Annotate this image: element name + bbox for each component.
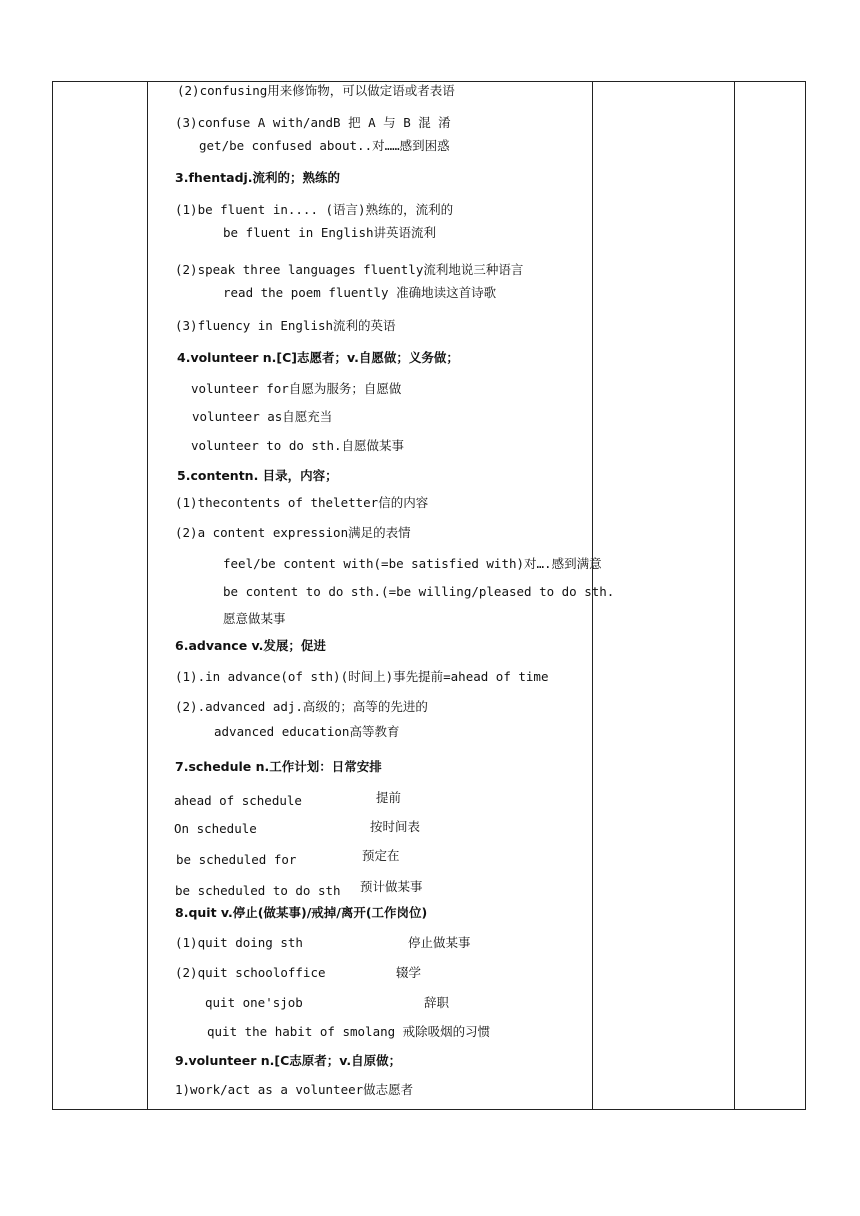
section-heading: 9.volunteer n.[C志原者；v.自原做； [175,1053,402,1068]
term-meaning: 停止做某事 [408,935,471,950]
term: ahead of schedule [174,793,302,808]
text-line: volunteer as自愿充当 [192,409,333,424]
text-line: get/be confused about..对……感到困惑 [199,138,450,153]
text-line: (3)fluency in English流利的英语 [175,318,396,333]
section-heading: 6.advance v.发展；促进 [175,638,326,653]
text-line: (2)a content expression满足的表情 [175,525,411,540]
text-line: be fluent in English讲英语流利 [223,225,437,240]
section-heading: 4.volunteer n.[C]志愿者；v.自愿做；义务做； [177,350,459,365]
text-line: volunteer to do sth.自愿做某事 [191,438,405,453]
column-divider-3 [734,82,735,1109]
text-line: read the poem fluently 准确地读这首诗歌 [223,285,497,300]
text-line: advanced education高等教育 [214,724,400,739]
term: (2)quit schooloffice [175,965,326,980]
section-heading: 3.fhentadj.流利的；熟练的 [175,170,341,185]
section-heading: 8.quit v.停止(做某事)/戒掉/离开(工作岗位) [175,905,428,920]
text-line: (2)confusing用来修饰物，可以做定语或者表语 [177,83,455,98]
term: be scheduled for [176,852,297,867]
term-meaning: 提前 [376,790,402,805]
term: be scheduled to do sth [175,883,341,898]
term-meaning: 按时间表 [370,819,421,834]
text-line: (1)thecontents of theletter信的内容 [175,495,429,510]
notes-content-cell [147,81,615,1110]
text-line: (2)speak three languages fluently流利地说三种语言 [175,262,524,277]
section-heading: 5.contentn. 目录，内容； [177,468,338,483]
term-meaning: 辞职 [424,995,450,1010]
term: quit one'sjob [205,995,303,1010]
text-line: 愿意做某事 [223,611,286,626]
text-line: volunteer for自愿为服务；自愿做 [191,381,402,396]
term: On schedule [174,821,257,836]
term: (1)quit doing sth [175,935,303,950]
text-line: feel/be content with(=be satisfied with)对….感到满意 [223,556,602,571]
text-line: (3)confuse A with/andB 把 A 与 B 混 淆 [175,115,451,130]
term-meaning: 预计做某事 [360,879,423,894]
text-line: be content to do sth.(=be willing/pleased to do sth. [223,584,615,599]
term-meaning: 辍学 [396,965,422,980]
section-heading: 7.schedule n.工作计划：日常安排 [175,759,382,774]
text-line: (2).advanced adj.高级的；高等的先进的 [175,699,428,714]
text-line: (1).in advance(of sth)(时间上)事先提前=ahead of time [175,669,549,684]
text-line: quit the habit of smolang 戒除吸烟的习惯 [207,1024,491,1039]
text-line: (1)be fluent in.... (语言)熟练的，流利的 [175,202,454,217]
term-meaning: 预定在 [362,848,400,863]
text-line: 1)work/act as a volunteer做志愿者 [175,1082,414,1097]
